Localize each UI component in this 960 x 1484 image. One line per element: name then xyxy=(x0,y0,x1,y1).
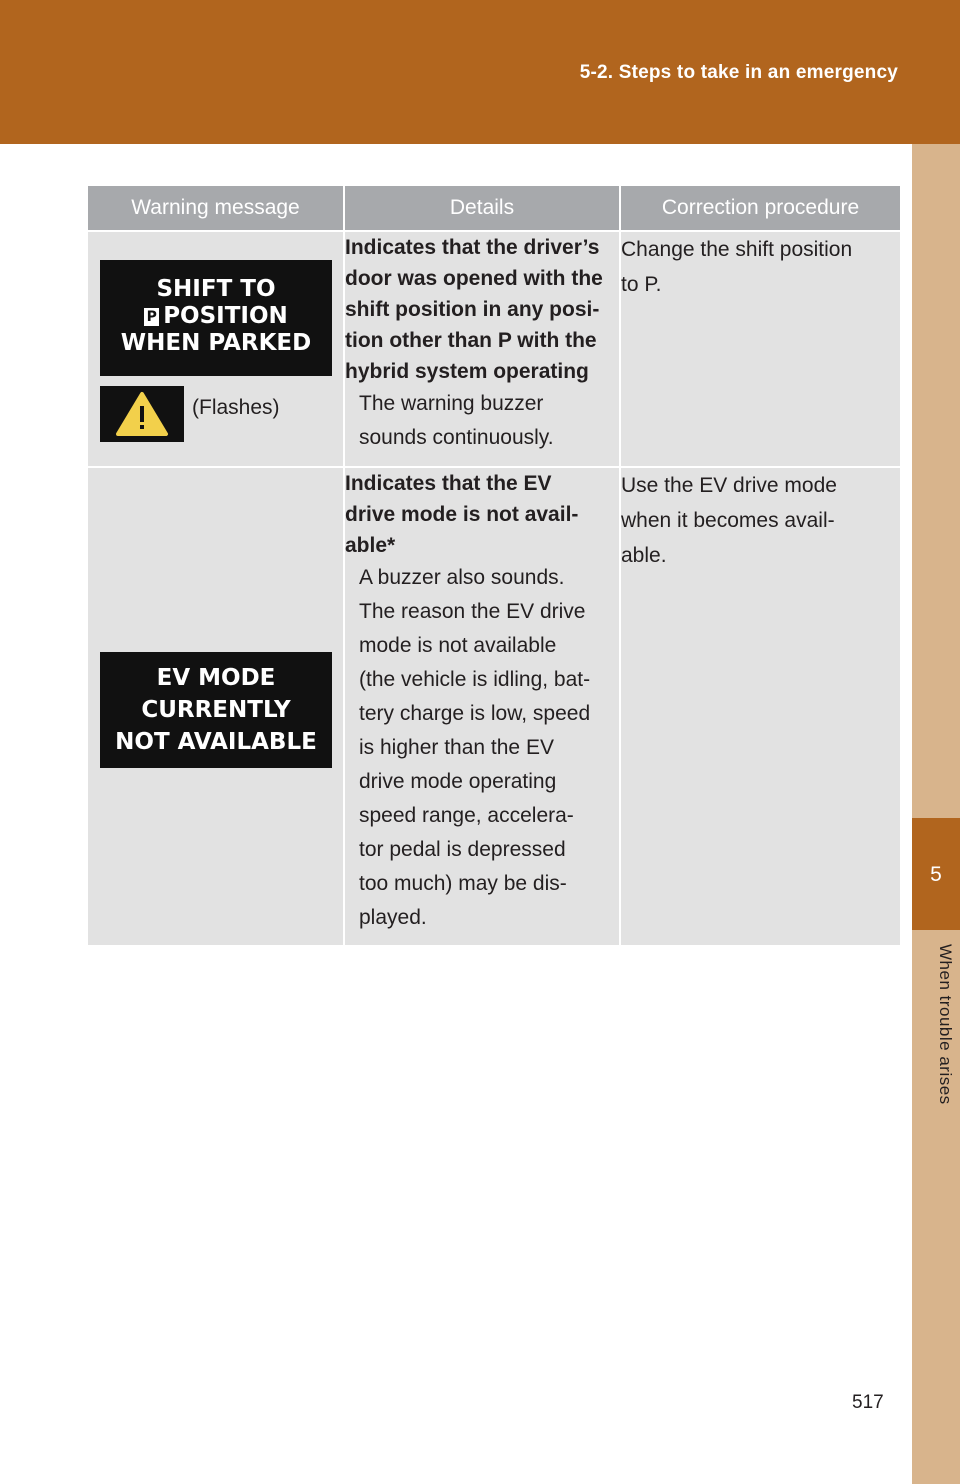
details-bold-line: drive mode is not avail- xyxy=(345,503,579,526)
correction-line: able. xyxy=(621,544,667,567)
warning-message-cell xyxy=(88,231,344,467)
details-sub-line: too much) may be dis- xyxy=(359,872,567,895)
details-sub-line: The warning buzzer xyxy=(359,392,544,415)
details-sub-line: drive mode operating xyxy=(359,770,557,793)
details-bold-line: able* xyxy=(345,534,396,557)
page-number: 517 xyxy=(852,1392,884,1413)
details-bold-line: Indicates that the driver’s xyxy=(345,236,600,259)
correction-line: Use the EV drive mode xyxy=(621,474,837,497)
warning-message-table xyxy=(88,186,900,945)
table-row xyxy=(88,467,900,945)
correction-line: when it becomes avail- xyxy=(621,509,835,532)
details-sub-line: (the vehicle is idling, bat- xyxy=(359,668,591,691)
shift-to-p-display xyxy=(100,260,332,376)
details-sub-line: tery charge is low, speed xyxy=(359,702,591,725)
details-sub-line: tor pedal is depressed xyxy=(359,838,566,861)
display-line: NOT AVAILABLE xyxy=(115,729,317,755)
details-cell xyxy=(344,467,620,945)
correction-cell xyxy=(620,467,900,945)
column-header-warning-message: Warning message xyxy=(88,186,344,231)
correction-line: Change the shift position xyxy=(621,238,853,261)
details-sub-line: A buzzer also sounds. xyxy=(359,566,565,589)
details-bold-line: shift position in any posi- xyxy=(345,298,600,321)
page-header xyxy=(0,0,960,144)
column-header-correction-procedure: Correction procedure xyxy=(620,186,900,231)
details-sub-line: sounds continuously. xyxy=(359,426,554,449)
details-sub-line: mode is not available xyxy=(359,634,557,657)
ev-mode-display xyxy=(100,652,332,768)
chapter-number-box xyxy=(912,818,960,930)
chapter-number: 5 xyxy=(930,863,942,886)
details-bold-line: Indicates that the EV xyxy=(345,472,552,495)
p-position-icon: P xyxy=(144,308,159,326)
column-header-details: Details xyxy=(344,186,620,231)
warning-message-cell xyxy=(88,467,344,945)
correction-line: to P. xyxy=(621,273,662,296)
display-line: EV MODE xyxy=(156,665,276,691)
correction-cell xyxy=(620,231,900,467)
details-bold-line: hybrid system operating xyxy=(345,360,589,383)
display-line: SHIFT TO xyxy=(156,276,276,302)
details-bold-line: tion other than P with the xyxy=(345,329,597,352)
table-row xyxy=(88,231,900,467)
flashes-note: (Flashes) xyxy=(192,396,280,419)
section-title: 5-2. Steps to take in an emergency xyxy=(579,62,898,83)
display-line: CURRENTLY xyxy=(141,697,291,723)
warning-triangle-icon xyxy=(100,386,184,442)
details-sub-line: The reason the EV drive xyxy=(359,600,586,623)
chapter-side-tab xyxy=(912,144,960,1484)
details-sub-line: is higher than the EV xyxy=(359,736,554,759)
table-header-row xyxy=(88,186,900,231)
display-line: WHEN PARKED xyxy=(120,330,312,356)
details-sub-line: played. xyxy=(359,906,427,929)
details-bold-line: door was opened with the xyxy=(345,267,603,290)
details-sub-line: speed range, accelera- xyxy=(359,804,574,827)
chapter-label: When trouble arises xyxy=(936,944,955,1105)
display-line: POSITION xyxy=(163,303,288,329)
details-cell xyxy=(344,231,620,467)
